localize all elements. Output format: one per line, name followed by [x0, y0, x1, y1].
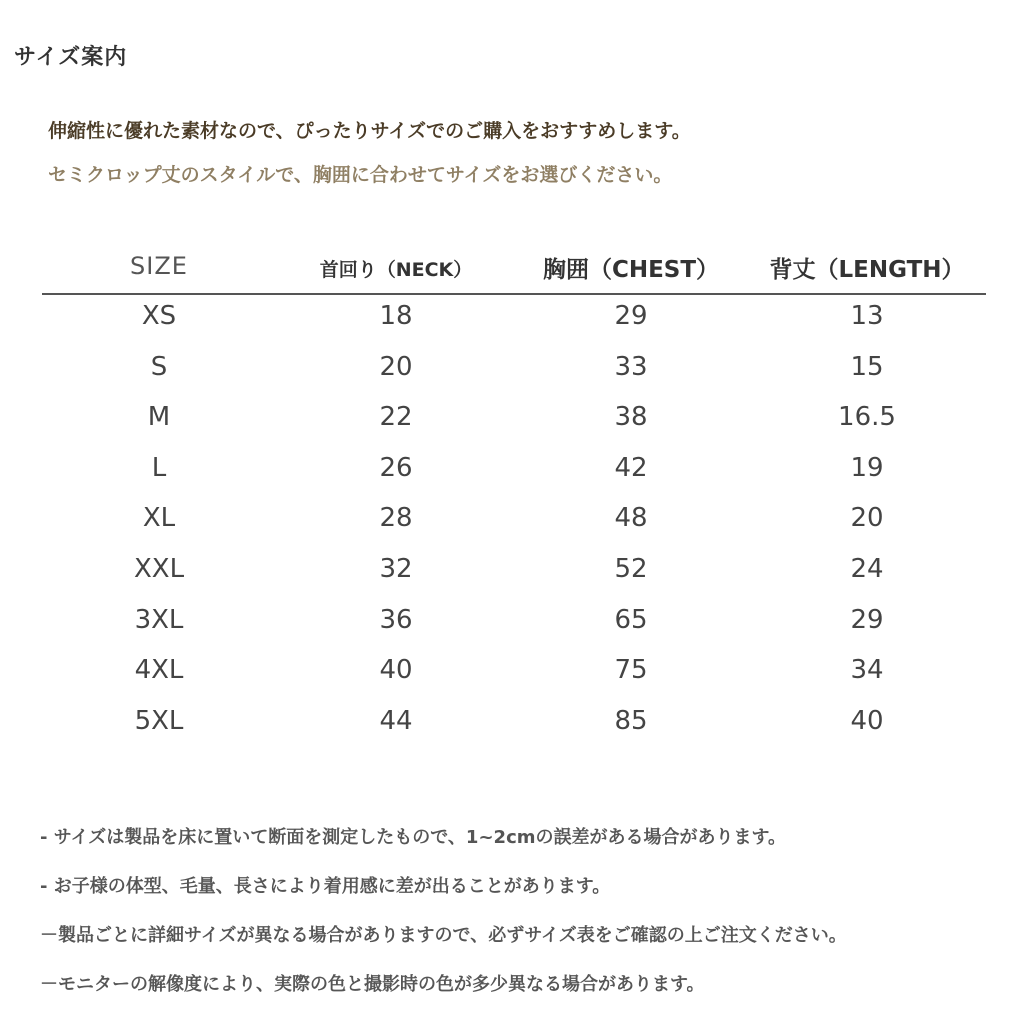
- table-row: [42, 295, 986, 346]
- chest-cell: 33: [614, 351, 648, 382]
- notes-list: [40, 824, 847, 1020]
- note-measurement: - サイズは製品を床に置いて断面を測定したもので、1~2cmの誤差がある場合があります。: [40, 827, 787, 848]
- header-length: 背丈（LENGTH）: [769, 257, 965, 283]
- size-cell: M: [147, 402, 171, 433]
- table-row: [42, 346, 986, 397]
- table-row: [42, 700, 986, 751]
- table-row: [42, 447, 986, 498]
- size-cell: 3XL: [134, 604, 184, 635]
- table-row: [42, 497, 986, 548]
- length-cell: 29: [850, 604, 884, 635]
- length-cell: 40: [850, 705, 884, 736]
- table-header: [42, 246, 986, 295]
- note-fit-variance: - お子様の体型、毛量、長さにより着用感に差が出ることがあります。: [40, 876, 611, 897]
- page-title: サイズ案内: [14, 45, 128, 70]
- neck-cell: 26: [379, 452, 413, 483]
- table-body: [42, 295, 986, 750]
- size-cell: 4XL: [134, 655, 184, 686]
- header-chest: 胸囲（CHEST）: [542, 257, 720, 283]
- length-cell: 24: [850, 553, 884, 584]
- chest-cell: 48: [614, 503, 648, 534]
- neck-cell: 22: [379, 402, 413, 433]
- neck-cell: 44: [379, 705, 413, 736]
- chest-cell: 42: [614, 452, 648, 483]
- intro-line-fit: セミクロップ丈のスタイルで、胸囲に合わせてサイズをお選びください。: [48, 164, 673, 186]
- neck-cell: 40: [379, 655, 413, 686]
- table-row: [42, 599, 986, 650]
- size-cell: XL: [142, 503, 176, 534]
- length-cell: 34: [850, 655, 884, 686]
- neck-cell: 28: [379, 503, 413, 534]
- chest-cell: 38: [614, 402, 648, 433]
- size-cell: S: [150, 351, 168, 382]
- chest-cell: 52: [614, 553, 648, 584]
- neck-cell: 36: [379, 604, 413, 635]
- neck-cell: 20: [379, 351, 413, 382]
- header-size: SIZE: [130, 252, 188, 280]
- header-neck: 首回り（NECK）: [319, 259, 473, 281]
- table-row: [42, 396, 986, 447]
- length-cell: 15: [850, 351, 884, 382]
- length-cell: 19: [850, 452, 884, 483]
- length-cell: 13: [850, 301, 884, 331]
- table-row: [42, 649, 986, 700]
- chest-cell: 75: [614, 655, 648, 686]
- size-cell: L: [151, 452, 167, 483]
- note-check-size-chart: －製品ごとに詳細サイズが異なる場合がありますので、必ずサイズ表をご確認の上ご注文ください。: [40, 925, 847, 946]
- chest-cell: 29: [614, 301, 648, 331]
- neck-cell: 18: [379, 301, 413, 331]
- chest-cell: 85: [614, 705, 648, 736]
- note-monitor-color: －モニターの解像度により、実際の色と撮影時の色が多少異なる場合があります。: [40, 974, 705, 995]
- length-cell: 16.5: [838, 402, 896, 433]
- size-cell: XXL: [133, 553, 185, 584]
- size-table: [42, 246, 986, 750]
- chest-cell: 65: [614, 604, 648, 635]
- size-cell: 5XL: [134, 705, 184, 736]
- intro-line-stretch: 伸縮性に優れた素材なので、ぴったりサイズでのご購入をおすすめします。: [48, 120, 691, 142]
- neck-cell: 32: [379, 553, 413, 584]
- length-cell: 20: [850, 503, 884, 534]
- size-cell: XS: [141, 301, 177, 331]
- table-row: [42, 548, 986, 599]
